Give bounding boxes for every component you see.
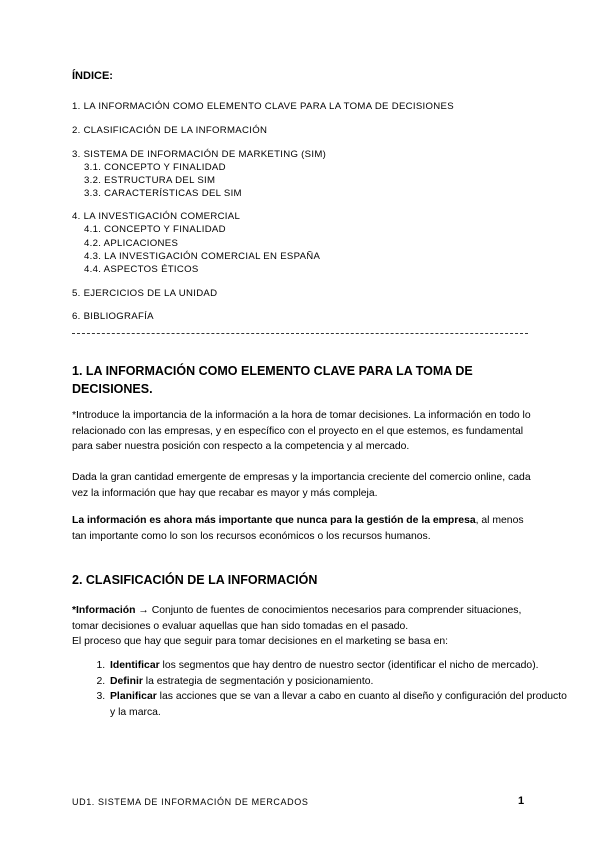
dashed-separator xyxy=(72,333,528,334)
decision-steps-list xyxy=(72,658,568,720)
process-intro: El proceso que hay que seguir para tomar decisiones en el marketing se basa en: xyxy=(72,636,449,647)
toc-item-3-2: 3.2. ESTRUCTURA DEL SIM xyxy=(84,175,216,186)
page-number: 1 xyxy=(518,795,525,807)
toc-item-4: 4. LA INVESTIGACIÓN COMERCIAL xyxy=(72,211,241,222)
step-keyword: Definir xyxy=(110,675,143,687)
arrow-icon: → xyxy=(135,605,152,616)
toc-item-4-3: 4.3. LA INVESTIGACIÓN COMERCIAL EN ESPAÑA xyxy=(84,251,321,262)
step-keyword: Planificar xyxy=(110,691,157,702)
list-item xyxy=(108,689,568,720)
section-1-paragraph-2: Dada la gran cantidad emergente de empresas y la importancia creciente del comercio online, cada vez la información que hay que recabar es mayor y más compleja. xyxy=(72,472,531,499)
toc-item-5: 5. EJERCICIOS DE LA UNIDAD xyxy=(72,288,218,299)
definition-text: Conjunto de fuentes de conocimientos necesarios para comprender situaciones, tomar decisiones o evaluar aquellas que han sido tomadas en el pasado. xyxy=(72,605,522,632)
toc-item-4-1: 4.1. CONCEPTO Y FINALIDAD xyxy=(84,224,226,235)
definition-term: *Información xyxy=(72,605,136,616)
toc-item-3: 3. SISTEMA DE INFORMACIÓN DE MARKETING (SIM) xyxy=(72,149,327,160)
section-1-heading: 1. LA INFORMACIÓN COMO ELEMENTO CLAVE PARA LA TOMA DE DECISIONES. xyxy=(72,364,473,396)
toc-item-4-4: 4.4. ASPECTOS ÉTICOS xyxy=(84,264,199,275)
toc-item-2: 2. CLASIFICACIÓN DE LA INFORMACIÓN xyxy=(72,125,268,136)
toc-item-1: 1. LA INFORMACIÓN COMO ELEMENTO CLAVE PARA LA TOMA DE DECISIONES xyxy=(72,101,454,112)
step-text: la estrategia de segmentación y posicionamiento. xyxy=(142,675,374,687)
step-keyword: Identificar xyxy=(110,660,160,671)
list-item xyxy=(108,658,568,674)
highlight-text: La información es ahora más importante que nunca para la gestión de la empresa xyxy=(72,515,476,526)
toc-item-6: 6. BIBLIOGRAFÍA xyxy=(72,311,154,322)
footer-title: UD1. SISTEMA DE INFORMACIÓN DE MERCADOS xyxy=(72,797,309,807)
section-1-paragraph-1: *Introduce la importancia de la información a la hora de tomar decisiones. La información en todo lo relacionado con las empresas, y en específico con el proyecto en el que estemos, es fundamental para saber nuestra posición con respecto a la competencia y al mercado. xyxy=(72,410,531,452)
information-definition xyxy=(72,603,532,650)
toc-item-3-3: 3.3. CARACTERÍSTICAS DEL SIM xyxy=(84,188,242,199)
list-item xyxy=(108,674,568,690)
toc-item-4-2: 4.2. APLICACIONES xyxy=(84,238,179,249)
step-text: los segmentos que hay dentro de nuestro sector (identificar el nicho de mercado). xyxy=(159,660,539,671)
section-2-heading: 2. CLASIFICACIÓN DE LA INFORMACIÓN xyxy=(72,573,318,587)
toc-item-3-1: 3.1. CONCEPTO Y FINALIDAD xyxy=(84,162,226,173)
toc-title: ÍNDICE: xyxy=(72,70,113,82)
section-1-paragraph-3 xyxy=(72,513,532,544)
step-text: las acciones que se van a llevar a cabo en cuanto al diseño y configuración del producto y la marca. xyxy=(110,691,567,718)
paragraph-text: , al menos tan importante como lo son los recursos económicos o los recursos humanos. xyxy=(72,515,524,542)
